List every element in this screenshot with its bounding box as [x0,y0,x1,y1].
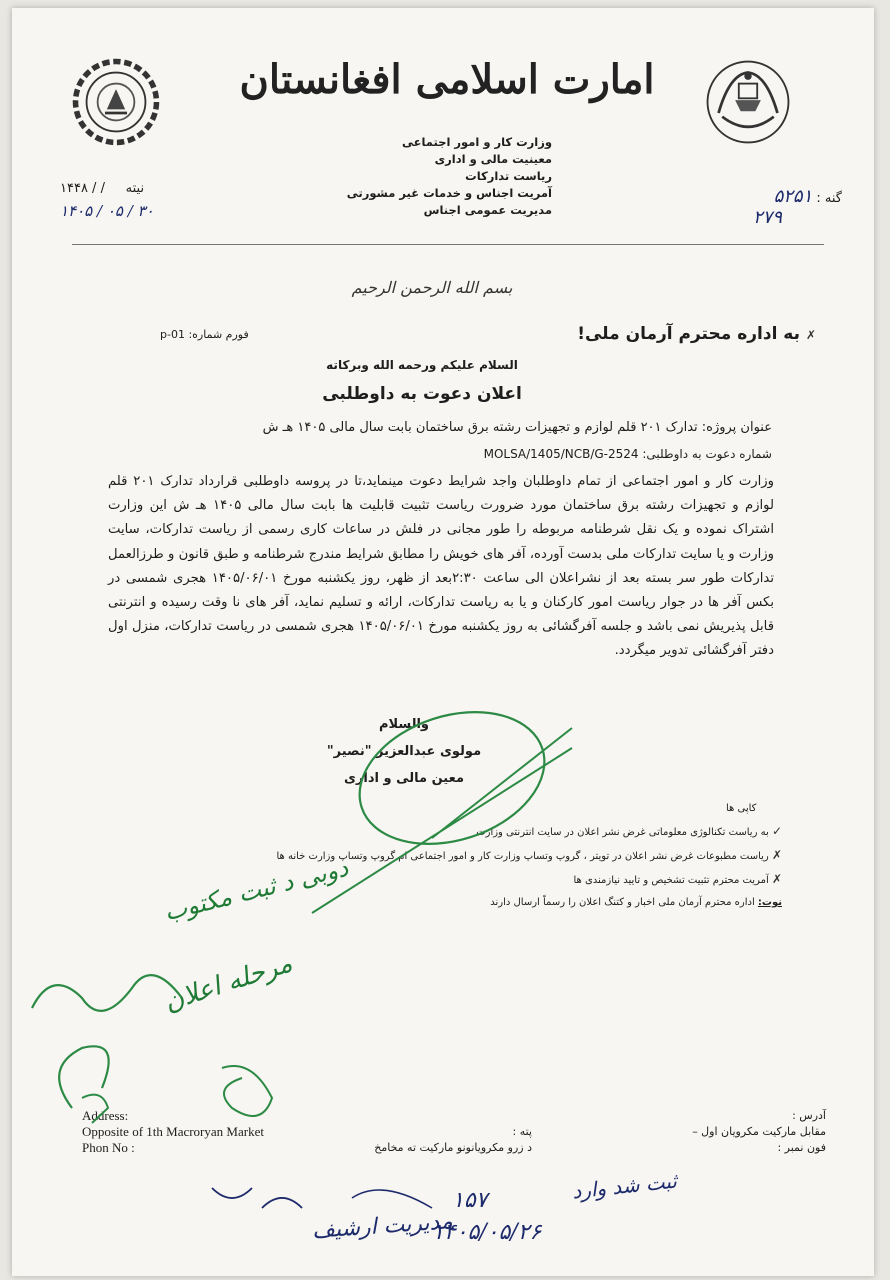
emirate-emblem-icon [702,56,794,148]
date-lunar: ۱۴۴۸ / / [60,181,105,196]
ministry-logo-icon [70,56,162,148]
greeting: السلام علیکم ورحمه الله وبرکاته [326,358,518,372]
number-sub: ۲۷۹ [752,207,782,228]
handwritten-registry-note: مدیریت ارشیف [311,1209,454,1244]
date-label: نیته [125,181,145,196]
cross-mark-icon: ✗ [771,848,782,862]
footer-dari: آدرس : مقابل مارکیت مکرویان اول – فون نمبر : [692,1109,826,1154]
recipient [577,324,816,344]
letter-page [12,8,874,1276]
number-label: گنه : [816,191,842,206]
project-subject: عنوان پروژه: تدارک ۲۰۱ قلم لوازم و تجهیزات رشته برق ساختمان بابت سال مالی ۱۴۰۵ هـ ش [262,420,772,435]
signer-position: معین مالی و اداری [344,771,464,786]
copy-item: ✗ ریاست مطبوعات غرض نشر اعلان در تویتر ، گروپ وتساپ وزارت کار و امور اجتماعی ام گروپ وتساپ وزارت خانه ها [276,848,782,862]
footer-pashto: پته : د زرو مکرویانونو مارکیت ته مخامخ [374,1125,532,1154]
copies-title: کاپی ها [726,803,757,814]
signer-name: مولوی عبدالعزیز "نصیر" [326,744,482,759]
body-paragraph: وزارت کار و امور اجتماعی از تمام داوطلبان واجد شرایط دعوت مینماید،تا در پروسه داوطلبی قرارداد تدارک ۲۰۱ قلم لوازم و تجهیزات رشته برق ساختمان مورد ضرورت ریاست تثبیت قابلیت ها بابت سال مالی ۱۴۰۵ هـ ش این وزارت اشتراک نموده و یک نقل شرطنامه مربوطه را طور مجانی در فلش در ساعات کاری رسمی از ریاست تدارکات، سایت وزارت و یا سایت تدارکات ملی بدست آورده، آفر های خویش را مطابق شرایط مندرج شرطنامه و طبق قانون و طرزالعمل تدارکات طور سر بسته بعد از نشراعلان الی ساعت ۲:۳۰بعد از ظهر، روز یکشنبه مورخ ۱۴۰۵/۰۶/۰۱ هجری شمسی در بکس آفر ها در جوار ریاست امور کارکنان و یا به ریاست تدارکات، ارائه و تسلیم نماید، آفر های نا وقت رسیده و انترنتی قابل پذیریش نمی باشد و جلسه آفرگشائی به روز یکشنبه مورخ ۱۴۰۵/۰۶/۰۱ هجری شمسی در ریاست تدارکات، منزل اول دفتر آفرگشائی تدویر میگردد. [108,474,775,659]
note-label: نوت: [757,897,782,908]
cross-mark-icon: ✗ [771,872,782,886]
date-block [60,178,154,222]
handwritten-registry-number: ۱۵۷ [452,1188,488,1213]
ministry-line: آمریت اجناس و خدمات غیر مشورتی [346,186,552,200]
ministry-line: وزارت کار و امور اجتماعی [401,135,552,149]
announcement-heading: اعلان دعوت به داوطلبی [322,384,522,404]
form-number: فورم شماره: p-01 [160,328,249,341]
copy-item: ✓ به ریاست تکنالوژی معلوماتی غرض نشر اعلان در سایت انترنتی وزارت [476,824,782,838]
handwritten-note: مرحله اعلان [160,948,296,1018]
invitation-number: شماره دعوت به داوطلبی: MOLSA/1405/NCB/G-2524 [483,447,772,461]
reference-number [672,186,842,228]
footer-english: Address: Opposite of 1th Macroryan Market Phon No : [82,1108,264,1155]
cross-mark-icon: ✗ [805,328,816,342]
handwritten-registry-note: ثبت شد وارد [571,1168,678,1204]
note-text: اداره محترم آرمان ملی اخبار و کتنگ اعلان را رسماً ارسال دارند [490,897,755,908]
note-item [222,892,782,914]
ministry-line: مدیریت عمومی اجناس [423,203,552,217]
number-value: ۵۲۵۱ [773,186,813,207]
header-divider [72,244,824,245]
ministry-line: معینیت مالی و اداری [434,152,552,166]
date-solar: ۱۴۰۵ / ۰۵ / ۳۰ [60,202,154,220]
copy-item: ✗ آمریت محترم تثبیت تشخیص و تایید نیازمندی ها [573,872,782,886]
handwritten-registry-date: ۱۴۰۵/۰۵/۲۶ [432,1220,542,1245]
bismillah: بسم الله الرحمن الرحيم [351,278,513,297]
closing: والسلام [378,717,430,732]
ministry-lines [342,134,552,219]
recipient-text: به اداره محترم آرمان ملی! [577,324,801,344]
handwritten-note: دوبی د ثبت مکتوب [161,853,351,927]
letterhead-title: امارت اسلامی افغانستان [239,56,655,103]
ministry-line: ریاست تدارکات [465,169,552,183]
signature-block [324,711,484,792]
check-mark-icon: ✓ [771,824,782,838]
